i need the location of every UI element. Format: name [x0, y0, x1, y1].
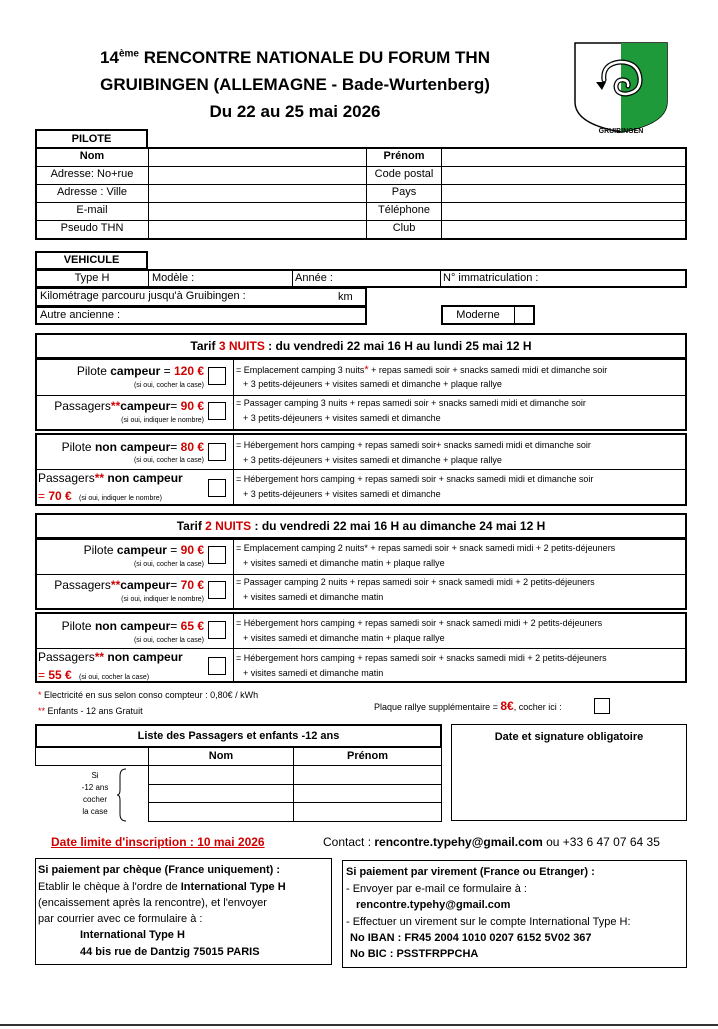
- label-telephone: Téléphone: [378, 204, 430, 216]
- tarif2-title: Tarif 2 NUITS : du vendredi 22 mai 16 H au dimanche 24 mai 12 H: [176, 519, 546, 533]
- t2-pilote-campeur-checkbox[interactable]: [208, 546, 226, 564]
- t2-pilote-noncampeur-desc2: + visites samedi et dimanche matin + plaque rallye: [243, 633, 445, 643]
- modele-label: Modèle :: [152, 272, 195, 284]
- passager3-nom-field[interactable]: [150, 804, 291, 818]
- km-unit: km: [338, 291, 353, 303]
- tarif3-title-box: [35, 333, 687, 359]
- page-bottom-rule: [0, 1024, 718, 1026]
- title-line1: 14ème RENCONTRE NATIONALE DU FORUM THN: [100, 48, 490, 67]
- t2-passagers-noncampeur-desc2: + visites samedi et dimanche matin: [243, 668, 384, 678]
- label-adresse-ville: Adresse : Ville: [56, 186, 128, 198]
- t3-passagers-campeur-label: Passagers**campeur= 90 €: [54, 399, 204, 413]
- plaque-rallye-label: Plaque rallye supplémentaire = 8€, cocher ici :: [374, 699, 562, 713]
- t2-passagers-campeur-checkbox[interactable]: [208, 581, 226, 599]
- plaque-rallye-checkbox[interactable]: [594, 698, 610, 714]
- virement-line3: - Effectuer un virement sur le compte International Type H:: [346, 916, 631, 928]
- t2-passagers-campeur-note: (si oui, indiquer le nombre): [121, 596, 204, 603]
- t2-pilote-noncampeur-checkbox[interactable]: [208, 621, 226, 639]
- t3-pilote-campeur-note: (si oui, cocher la case): [133, 382, 204, 389]
- cheque-line4: International Type H: [80, 929, 185, 941]
- t2-pilote-campeur-desc2: + visites samedi et dimanche matin + plaque rallye: [243, 558, 445, 568]
- crest-logo: [574, 42, 668, 138]
- moderne-label: Moderne: [456, 309, 500, 321]
- t2-pilote-campeur-note: (si oui, cocher la case): [133, 561, 204, 568]
- t3-passagers-noncampeur-desc1: = Hébergement hors camping + repas samedi soir + snacks samedi midi et dimanche soir: [236, 474, 594, 484]
- tarif3-title: Tarif 3 NUITS : du vendredi 22 mai 16 H au lundi 25 mai 12 H: [190, 339, 532, 353]
- title-line2: GRUIBINGEN (ALLEMAGNE - Bade-Wurtenberg): [100, 75, 490, 94]
- t2-passagers-noncampeur-label: Passagers** non campeur: [38, 650, 183, 664]
- t2-pilote-campeur-label: Pilote campeur = 90 €: [83, 543, 204, 557]
- vehicule-heading-box: [35, 251, 148, 270]
- t3-pilote-noncampeur-checkbox[interactable]: [208, 443, 226, 461]
- nom-field[interactable]: [150, 149, 364, 165]
- signature-box[interactable]: [451, 724, 687, 821]
- note-electricite: * Electricité en sus selon conso compteur : 0,80€ / kWh: [38, 690, 259, 700]
- email-field[interactable]: [150, 203, 364, 219]
- t2-pilote-noncampeur-note: (si oui, cocher la case): [133, 637, 204, 644]
- passagers-side-note: Si -12 ans cocher la case: [81, 771, 109, 816]
- t3-pilote-campeur-label: Pilote campeur = 120 €: [76, 364, 204, 378]
- vehicule-heading: VEHICULE: [63, 254, 120, 266]
- adresse-rue-field[interactable]: [150, 167, 364, 183]
- ancienne-label: Autre ancienne :: [40, 309, 121, 321]
- t3-pilote-campeur-desc2: + 3 petits-déjeuners + visites samedi et dimanche + plaque rallye: [243, 379, 502, 389]
- contact-email-link[interactable]: rencontre.typehy@gmail.com: [374, 835, 543, 849]
- pays-field[interactable]: [443, 185, 685, 201]
- pilote-heading-box: [35, 129, 148, 149]
- passagers-title: Liste des Passagers et enfants -12 ans: [137, 730, 340, 742]
- cheque-line3: par courrier avec ce formulaire à :: [38, 913, 203, 925]
- passagers-col-prenom: Prénom: [347, 750, 388, 762]
- passager2-prenom-field[interactable]: [295, 786, 439, 800]
- cheque-line5: 44 bis rue de Dantzig 75015 PARIS: [80, 946, 260, 958]
- label-email: E-mail: [76, 204, 108, 216]
- label-code-postal: Code postal: [374, 168, 434, 180]
- passager3-prenom-field[interactable]: [295, 804, 439, 818]
- t3-passagers-noncampeur-desc2: + 3 petits-déjeuners + visites samedi et dimanche: [243, 489, 441, 499]
- t2-pilote-noncampeur-desc1: = Hébergement hors camping + repas samedi soir + snack samedi midi + 2 petits-déjeuners: [236, 618, 603, 628]
- prenom-field[interactable]: [443, 149, 685, 165]
- annee-label: Année :: [295, 272, 333, 284]
- immatriculation-label: N° immatriculation :: [443, 272, 539, 284]
- virement-title: Si paiement par virement (France ou Etranger) :: [346, 866, 595, 878]
- t2-passagers-noncampeur-checkbox[interactable]: [208, 657, 226, 675]
- t3-pilote-noncampeur-label: Pilote non campeur= 80 €: [61, 440, 204, 454]
- t2-passagers-campeur-label: Passagers**campeur= 70 €: [54, 578, 204, 592]
- pseudo-field[interactable]: [150, 221, 364, 237]
- passager1-prenom-field[interactable]: [295, 768, 439, 782]
- brace-icon: [116, 768, 128, 825]
- passagers-title-box: [35, 724, 442, 748]
- t3-passagers-campeur-desc2: + 3 petits-déjeuners + visites samedi et dimanche: [243, 413, 441, 423]
- signature-title: Date et signature obligatoire: [494, 731, 644, 743]
- pilote-heading: PILOTE: [71, 133, 112, 145]
- passager1-nom-field[interactable]: [150, 768, 291, 782]
- km-label: Kilométrage parcouru jusqu'à Gruibingen :: [40, 290, 246, 302]
- deadline: Date limite d'inscription : 10 mai 2026: [51, 835, 265, 849]
- virement-line4: No IBAN : FR45 2004 1010 0207 6152 5V02 367: [350, 932, 592, 944]
- code-postal-field[interactable]: [443, 167, 685, 183]
- club-field[interactable]: [443, 221, 685, 237]
- t2-passagers-noncampeur-desc1: = Hébergement hors camping + repas samedi soir + snacks samedi midi + 2 petits-déjeuners: [236, 653, 607, 663]
- label-pays: Pays: [391, 186, 417, 198]
- t3-pilote-noncampeur-desc2: + 3 petits-déjeuners + visites samedi et dimanche + plaque rallye: [243, 455, 502, 465]
- t3-passagers-campeur-desc1: = Passager camping 3 nuits + repas samedi soir + snacks samedi midi et dimanche soir: [236, 398, 586, 408]
- passagers-col-nom: Nom: [208, 750, 234, 762]
- t2-pilote-campeur-desc1: = Emplacement camping 2 nuits* + repas samedi soir + snack samedi midi + 2 petits-déjeuners: [236, 543, 616, 553]
- note-enfants: ** Enfants - 12 ans Gratuit: [38, 706, 143, 716]
- cheque-line1: Etablir le chèque à l'ordre de International Type H: [38, 881, 286, 893]
- t3-pilote-noncampeur-note: (si oui, cocher la case): [133, 457, 204, 464]
- moderne-checkbox[interactable]: [516, 307, 533, 323]
- label-adresse-rue: Adresse: No+rue: [50, 168, 134, 180]
- label-club: Club: [392, 222, 416, 234]
- t2-passagers-campeur-desc1: = Passager camping 2 nuits + repas samedi soir + snack samedi midi + 2 petits-déjeuners: [236, 577, 595, 587]
- type-h-label: Type H: [74, 272, 110, 284]
- t2-pilote-noncampeur-label: Pilote non campeur= 65 €: [61, 619, 204, 633]
- t3-pilote-campeur-checkbox[interactable]: [208, 367, 226, 385]
- virement-line2: rencontre.typehy@gmail.com: [356, 899, 511, 911]
- virement-line1: - Envoyer par e-mail ce formulaire à :: [346, 883, 527, 895]
- passager2-nom-field[interactable]: [150, 786, 291, 800]
- label-nom: Nom: [79, 150, 105, 162]
- telephone-field[interactable]: [443, 203, 685, 219]
- virement-line5: No BIC : PSSTFRPPCHA: [350, 948, 479, 960]
- t3-passagers-noncampeur-label: Passagers** non campeur: [38, 471, 183, 485]
- label-prenom: Prénom: [383, 150, 425, 162]
- t2-passagers-noncampeur-price: = 55 € (si oui, cocher la case): [38, 668, 150, 682]
- t3-passagers-noncampeur-checkbox[interactable]: [208, 479, 226, 497]
- label-pseudo: Pseudo THN: [60, 222, 124, 234]
- crest-label: GRUIBINGEN: [598, 128, 644, 135]
- contact-line: Contact : rencontre.typehy@gmail.com ou +33 6 47 07 64 35: [323, 835, 660, 849]
- t3-passagers-noncampeur-price: = 70 € (si oui, indiquer le nombre): [38, 489, 162, 503]
- cheque-title: Si paiement par chèque (France uniquement) :: [38, 864, 281, 876]
- cheque-line2: (encaissement après la rencontre), et l'envoyer: [38, 897, 267, 909]
- t3-passagers-campeur-note: (si oui, indiquer le nombre): [121, 417, 204, 424]
- t3-pilote-noncampeur-desc1: = Hébergement hors camping + repas samedi soir+ snacks samedi midi et dimanche soir: [236, 440, 591, 450]
- t2-passagers-campeur-desc2: + visites samedi et dimanche matin: [243, 592, 384, 602]
- tarif2-title-box: [35, 513, 687, 539]
- adresse-ville-field[interactable]: [150, 185, 364, 201]
- t3-pilote-campeur-desc1: = Emplacement camping 3 nuits* + repas samedi soir + snacks samedi midi et dimanche soir: [236, 364, 608, 376]
- title-line3: Du 22 au 25 mai 2026: [209, 102, 381, 121]
- t3-passagers-campeur-checkbox[interactable]: [208, 402, 226, 420]
